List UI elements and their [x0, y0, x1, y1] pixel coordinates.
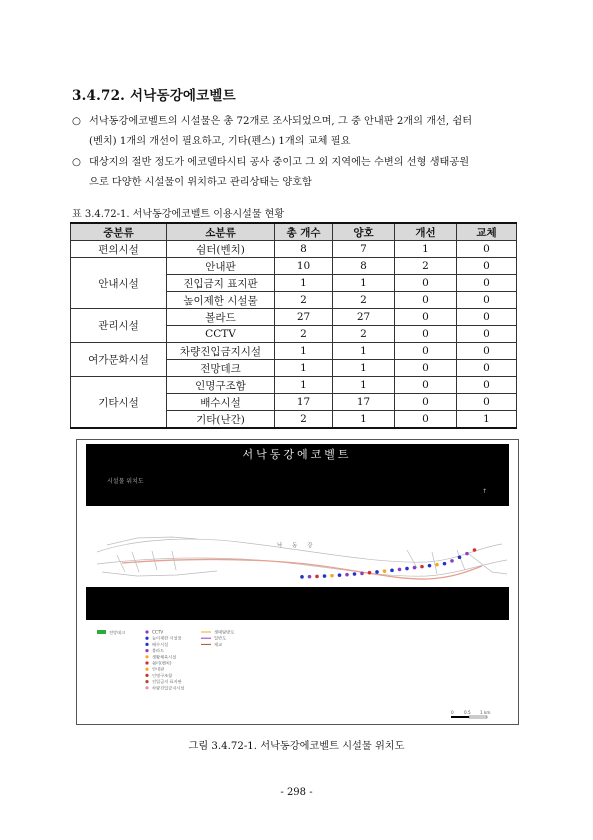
header-cell: 총 개수: [275, 223, 333, 241]
count-cell: 0: [395, 309, 457, 326]
table-header-row: [71, 223, 517, 241]
map-legend: [97, 629, 234, 692]
header-cell: 양호: [333, 223, 395, 241]
legend-swatch: [97, 630, 106, 634]
count-cell: 1: [333, 360, 395, 377]
legend-label: 쉼터(벤치): [152, 660, 172, 666]
legend-marker: [145, 649, 148, 652]
count-cell: 7: [333, 241, 395, 258]
page-number: - 298 -: [280, 787, 313, 798]
facility-marker: [353, 572, 357, 576]
legend-marker: [145, 661, 148, 664]
subcategory-cell: 전망데크: [167, 360, 275, 377]
count-cell: 0: [395, 394, 457, 411]
map-title: 서낙동강에코벨트: [242, 448, 352, 461]
legend-marker: [145, 637, 148, 640]
count-cell: 1: [275, 275, 333, 292]
facility-marker: [375, 570, 379, 574]
legend-label: 안내판: [152, 666, 165, 672]
facility-marker: [345, 573, 349, 577]
count-cell: 27: [333, 309, 395, 326]
facility-marker: [308, 575, 312, 579]
count-cell: 1: [333, 411, 395, 429]
legend-marker: [145, 630, 148, 633]
count-cell: 0: [457, 292, 517, 309]
subcategory-cell: 높이제한 시설물: [167, 292, 275, 309]
header-cell: 교체: [457, 223, 517, 241]
legend-label: 일반도: [214, 635, 227, 641]
count-cell: 0: [457, 360, 517, 377]
category-cell: 여가문화시설: [71, 343, 167, 377]
legend-marker: [145, 668, 148, 671]
facility-marker: [450, 559, 454, 563]
bullet-condition: [72, 153, 532, 193]
subcategory-cell: 쉼터(벤치): [167, 241, 275, 258]
count-cell: 0: [457, 377, 517, 394]
subcategory-cell: 안내판: [167, 258, 275, 275]
legend-label: 생태탐방로: [214, 629, 235, 635]
count-cell: 1: [333, 343, 395, 360]
river-label: 낙 동 강: [277, 543, 317, 549]
count-cell: 17: [333, 394, 395, 411]
count-cell: 0: [395, 326, 457, 343]
facility-marker: [443, 562, 447, 566]
subcategory-cell: 차량진입금지시설: [167, 343, 275, 360]
legend-label: CCTV: [152, 629, 164, 635]
bullet-marker: ○: [72, 116, 81, 127]
table-body: [71, 241, 517, 429]
count-cell: 8: [275, 241, 333, 258]
category-cell: 안내시설: [71, 258, 167, 309]
count-cell: 1: [457, 411, 517, 429]
facility-marker: [315, 575, 319, 579]
legend-marker: [145, 643, 148, 646]
legend-label: 높이제한 시설물: [152, 635, 182, 641]
subcategory-cell: 배수시설: [167, 394, 275, 411]
figure-caption: 그림 3.4.72-1. 서낙동강에코벨트 시설물 위치도: [188, 741, 405, 752]
table-row: [71, 343, 517, 360]
location-map: [76, 439, 519, 725]
count-cell: 0: [457, 275, 517, 292]
scale-label: 0: [451, 710, 454, 715]
facility-marker: [390, 569, 394, 573]
subcategory-cell: 볼라드: [167, 309, 275, 326]
count-cell: 0: [457, 326, 517, 343]
facility-marker: [338, 573, 342, 577]
count-cell: 2: [333, 326, 395, 343]
count-cell: 2: [395, 258, 457, 275]
count-cell: 2: [275, 411, 333, 429]
legend-label: 제교: [214, 641, 223, 647]
facility-marker: [398, 568, 402, 572]
scale-label: 1 km: [480, 710, 491, 715]
legend-label: 전망데크: [109, 630, 126, 635]
facility-marker: [465, 552, 469, 556]
count-cell: 1: [275, 360, 333, 377]
facility-marker: [330, 574, 334, 578]
subcategory-cell: 기타(난간): [167, 411, 275, 429]
count-cell: 0: [395, 275, 457, 292]
legend-label: 볼라드: [152, 648, 165, 654]
facility-marker: [428, 564, 432, 568]
subcategory-cell: CCTV: [167, 326, 275, 343]
north-arrow-icon: ↑: [482, 488, 488, 495]
header-cell: 소분류: [167, 223, 275, 241]
facility-marker: [323, 574, 327, 578]
count-cell: 0: [395, 343, 457, 360]
count-cell: 0: [395, 292, 457, 309]
scale-bar: [451, 710, 491, 718]
facility-marker: [360, 572, 364, 576]
table-row: [71, 241, 517, 258]
map-subtitle: 시설물 위치도: [107, 478, 144, 485]
count-cell: 0: [457, 343, 517, 360]
bullet-line: 서낙동강에코벨트의 시설물은 총 72개로 조사되었으며, 그 중 안내판 2개의 개선, 쉼터: [89, 116, 473, 127]
facility-markers: [300, 548, 476, 578]
facility-marker: [405, 567, 409, 571]
count-cell: 1: [333, 275, 395, 292]
legend-label: 인명구조함: [152, 672, 173, 678]
category-cell: 관리시설: [71, 309, 167, 343]
bullet-facilities: [72, 112, 532, 152]
category-cell: 편의시설: [71, 241, 167, 258]
count-cell: 27: [275, 309, 333, 326]
facility-marker: [413, 566, 417, 570]
count-cell: 1: [333, 377, 395, 394]
count-cell: 1: [275, 377, 333, 394]
table-row: [71, 258, 517, 275]
facility-marker: [473, 548, 477, 552]
facility-table: [70, 222, 517, 429]
subcategory-cell: 인명구조함: [167, 377, 275, 394]
legend-label: 차량진입금지시설: [152, 685, 185, 691]
bullet-line: (벤치) 1개의 개선이 필요하고, 기타(펜스) 1개의 교체 필요: [89, 136, 351, 147]
count-cell: 2: [275, 292, 333, 309]
header-cell: 중분류: [71, 223, 167, 241]
legend-marker: [145, 655, 148, 658]
count-cell: 0: [395, 411, 457, 429]
bullet-line: 으로 다양한 시설물이 위치하고 관리상태는 양호함: [89, 177, 312, 188]
map-figure: [77, 440, 518, 724]
bullet-line: 대상지의 절반 정도가 에코델타시티 공사 중이고 그 외 지역에는 수변의 선형 생태공원: [89, 157, 470, 168]
table-row: [71, 377, 517, 394]
table-caption: 표 3.4.72-1. 서낙동강에코벨트 이용시설물 현황: [72, 209, 285, 220]
facility-marker: [300, 575, 304, 579]
section-heading: 3.4.72. 서낙동강에코벨트: [72, 88, 236, 104]
scale-label: 0.5: [464, 710, 471, 715]
facility-marker: [435, 563, 439, 567]
category-cell: 기타시설: [71, 377, 167, 429]
count-cell: 0: [457, 241, 517, 258]
legend-marker: [145, 674, 148, 677]
table-row: [71, 309, 517, 326]
count-cell: 17: [275, 394, 333, 411]
legend-label: 생활체육시설: [152, 654, 177, 660]
legend-marker: [145, 680, 148, 683]
count-cell: 0: [395, 377, 457, 394]
count-cell: 2: [333, 292, 395, 309]
facility-marker: [383, 569, 387, 573]
facility-marker: [368, 571, 372, 575]
count-cell: 0: [395, 360, 457, 377]
count-cell: 8: [333, 258, 395, 275]
count-cell: 1: [275, 343, 333, 360]
count-cell: 0: [457, 394, 517, 411]
count-cell: 0: [457, 309, 517, 326]
header-cell: 개선: [395, 223, 457, 241]
legend-label: 진입금지 표지판: [152, 679, 182, 685]
legend-label: 배수시설: [152, 641, 169, 647]
count-cell: 10: [275, 258, 333, 275]
count-cell: 2: [275, 326, 333, 343]
subcategory-cell: 진입금지 표지판: [167, 275, 275, 292]
facility-marker: [420, 565, 424, 569]
bullet-marker: ○: [72, 157, 81, 168]
legend-marker: [145, 686, 148, 689]
map-black-band: [86, 587, 509, 620]
count-cell: 1: [395, 241, 457, 258]
count-cell: 0: [457, 258, 517, 275]
facility-marker: [458, 555, 462, 559]
